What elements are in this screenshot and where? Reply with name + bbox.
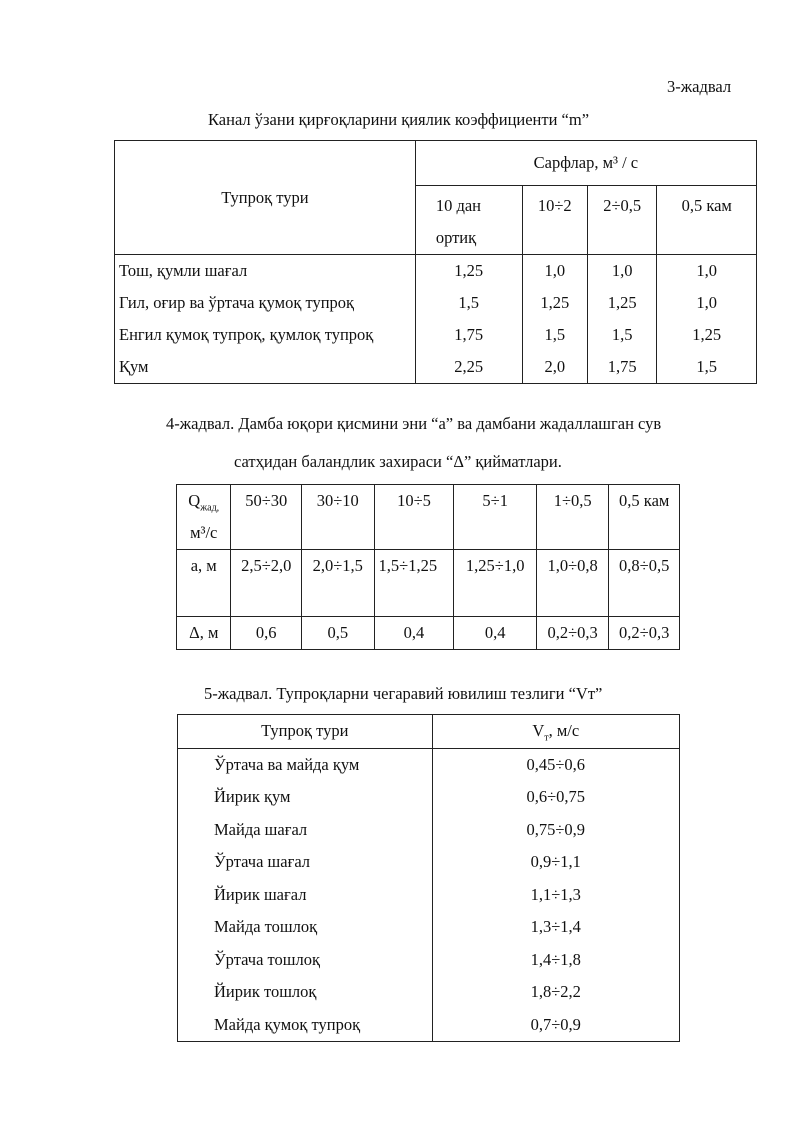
value-cell: 0,6: [231, 617, 302, 650]
table4: [176, 484, 680, 650]
value-cell: 1,5: [522, 319, 587, 351]
table-row: [178, 944, 680, 977]
soil-cell: Енгил қумоқ тупроқ, қумлоқ тупроқ: [115, 319, 416, 351]
value-cell: 0,2÷0,3: [609, 617, 680, 650]
value-cell: 1,8÷2,2: [432, 976, 679, 1009]
soil-cell: Тош, қумли шағал: [115, 255, 416, 288]
table-row: [178, 911, 680, 944]
q-label: Q: [188, 491, 201, 510]
table-row: [178, 748, 680, 781]
value-cell: 0,9÷1,1: [432, 846, 679, 879]
value-cell: 0,5: [302, 617, 375, 650]
value-cell: 1,0: [657, 255, 757, 288]
value-cell: 1,3÷1,4: [432, 911, 679, 944]
value-cell: 1,25: [415, 255, 522, 288]
velocity-header: [432, 715, 679, 749]
value-cell: 0,2÷0,3: [536, 617, 609, 650]
table5-title: 5-жадвал. Тупроқларни чегаравий ювилиш тезлиги “Vт”: [204, 684, 603, 703]
flow-header: Сарфлар, м³ / с: [415, 141, 756, 186]
soil-type-header: Тупроқ тури: [178, 715, 433, 749]
value-cell: 1,1÷1,3: [432, 879, 679, 912]
value-cell: 1,25÷1,0: [454, 550, 536, 617]
column-header: 0,5 кам: [657, 186, 757, 255]
velocity-label: V: [532, 721, 545, 740]
table-row: [178, 781, 680, 814]
table3-label: 3-жадвал: [667, 77, 732, 96]
value-cell: 1,25: [522, 287, 587, 319]
q-label-unit: м³/с: [190, 523, 218, 542]
value-cell: 1,5: [587, 319, 656, 351]
column-header: 10÷5: [374, 485, 454, 550]
value-cell: 1,0: [657, 287, 757, 319]
soil-cell: Майда қумоқ тупроқ: [178, 1009, 433, 1042]
value-cell: 1,5÷1,25: [374, 550, 454, 617]
soil-cell: Майда тошлоқ: [178, 911, 433, 944]
table5: [177, 714, 680, 1042]
table-row: [177, 550, 680, 617]
soil-cell: Ўртача тошлоқ: [178, 944, 433, 977]
table-row: [115, 255, 757, 288]
soil-cell: Йирик қум: [178, 781, 433, 814]
soil-cell: Гил, оғир ва ўртача қумоқ тупроқ: [115, 287, 416, 319]
value-cell: 0,6÷0,75: [432, 781, 679, 814]
column-header: 5÷1: [454, 485, 536, 550]
table-row: [115, 287, 757, 319]
row-label: Δ, м: [177, 617, 231, 650]
table-row: [178, 814, 680, 847]
table-row: [178, 846, 680, 879]
table-row: [178, 715, 680, 749]
table-row: [115, 351, 757, 384]
soil-cell: Ўртача ва майда қум: [178, 748, 433, 781]
value-cell: 2,25: [415, 351, 522, 384]
value-cell: 1,25: [587, 287, 656, 319]
value-cell: 1,5: [657, 351, 757, 384]
soil-cell: Қум: [115, 351, 416, 384]
column-header: 50÷30: [231, 485, 302, 550]
value-cell: 1,0: [522, 255, 587, 288]
soil-type-header: Тупроқ тури: [115, 141, 416, 255]
value-cell: 1,5: [415, 287, 522, 319]
value-cell: 1,25: [657, 319, 757, 351]
value-cell: 0,4: [374, 617, 454, 650]
q-label-sub: жад,: [200, 502, 220, 514]
value-cell: 0,4: [454, 617, 536, 650]
table-row: [177, 485, 680, 550]
table-row: [115, 319, 757, 351]
column-header: 0,5 кам: [609, 485, 680, 550]
value-cell: 2,0: [522, 351, 587, 384]
table-row: [178, 1009, 680, 1042]
table3: [114, 140, 757, 384]
soil-cell: Йирик шағал: [178, 879, 433, 912]
value-cell: 0,7÷0,9: [432, 1009, 679, 1042]
value-cell: 0,8÷0,5: [609, 550, 680, 617]
table4-title-line1: 4-жадвал. Дамба юқори қисмини эни “а” ва дамбани жадаллашган сув: [166, 414, 662, 433]
value-cell: 1,75: [587, 351, 656, 384]
velocity-label-sub: т: [544, 732, 549, 744]
value-cell: 2,5÷2,0: [231, 550, 302, 617]
value-cell: 1,4÷1,8: [432, 944, 679, 977]
column-header: 30÷10: [302, 485, 375, 550]
column-header: 10 дан ортиқ: [415, 186, 522, 255]
value-cell: 1,0÷0,8: [536, 550, 609, 617]
column-header: 1÷0,5: [536, 485, 609, 550]
value-cell: 0,75÷0,9: [432, 814, 679, 847]
table-row: [178, 976, 680, 1009]
soil-cell: Ўртача шағал: [178, 846, 433, 879]
q-header: [177, 485, 231, 550]
soil-cell: Йирик тошлоқ: [178, 976, 433, 1009]
value-cell: 2,0÷1,5: [302, 550, 375, 617]
velocity-unit: , м/с: [548, 721, 580, 740]
table-row: [177, 617, 680, 650]
soil-cell: Майда шағал: [178, 814, 433, 847]
table4-title-line2: сатҳидан баландлик захираси “Δ” қийматлари.: [234, 452, 562, 471]
value-cell: 1,0: [587, 255, 656, 288]
value-cell: 1,75: [415, 319, 522, 351]
row-label: a, м: [177, 550, 231, 617]
column-header: 2÷0,5: [587, 186, 656, 255]
table-row: [178, 879, 680, 912]
column-header: 10÷2: [522, 186, 587, 255]
table3-title: Канал ўзани қирғоқларини қиялик коэффициенти “m”: [208, 110, 590, 129]
value-cell: 0,45÷0,6: [432, 748, 679, 781]
